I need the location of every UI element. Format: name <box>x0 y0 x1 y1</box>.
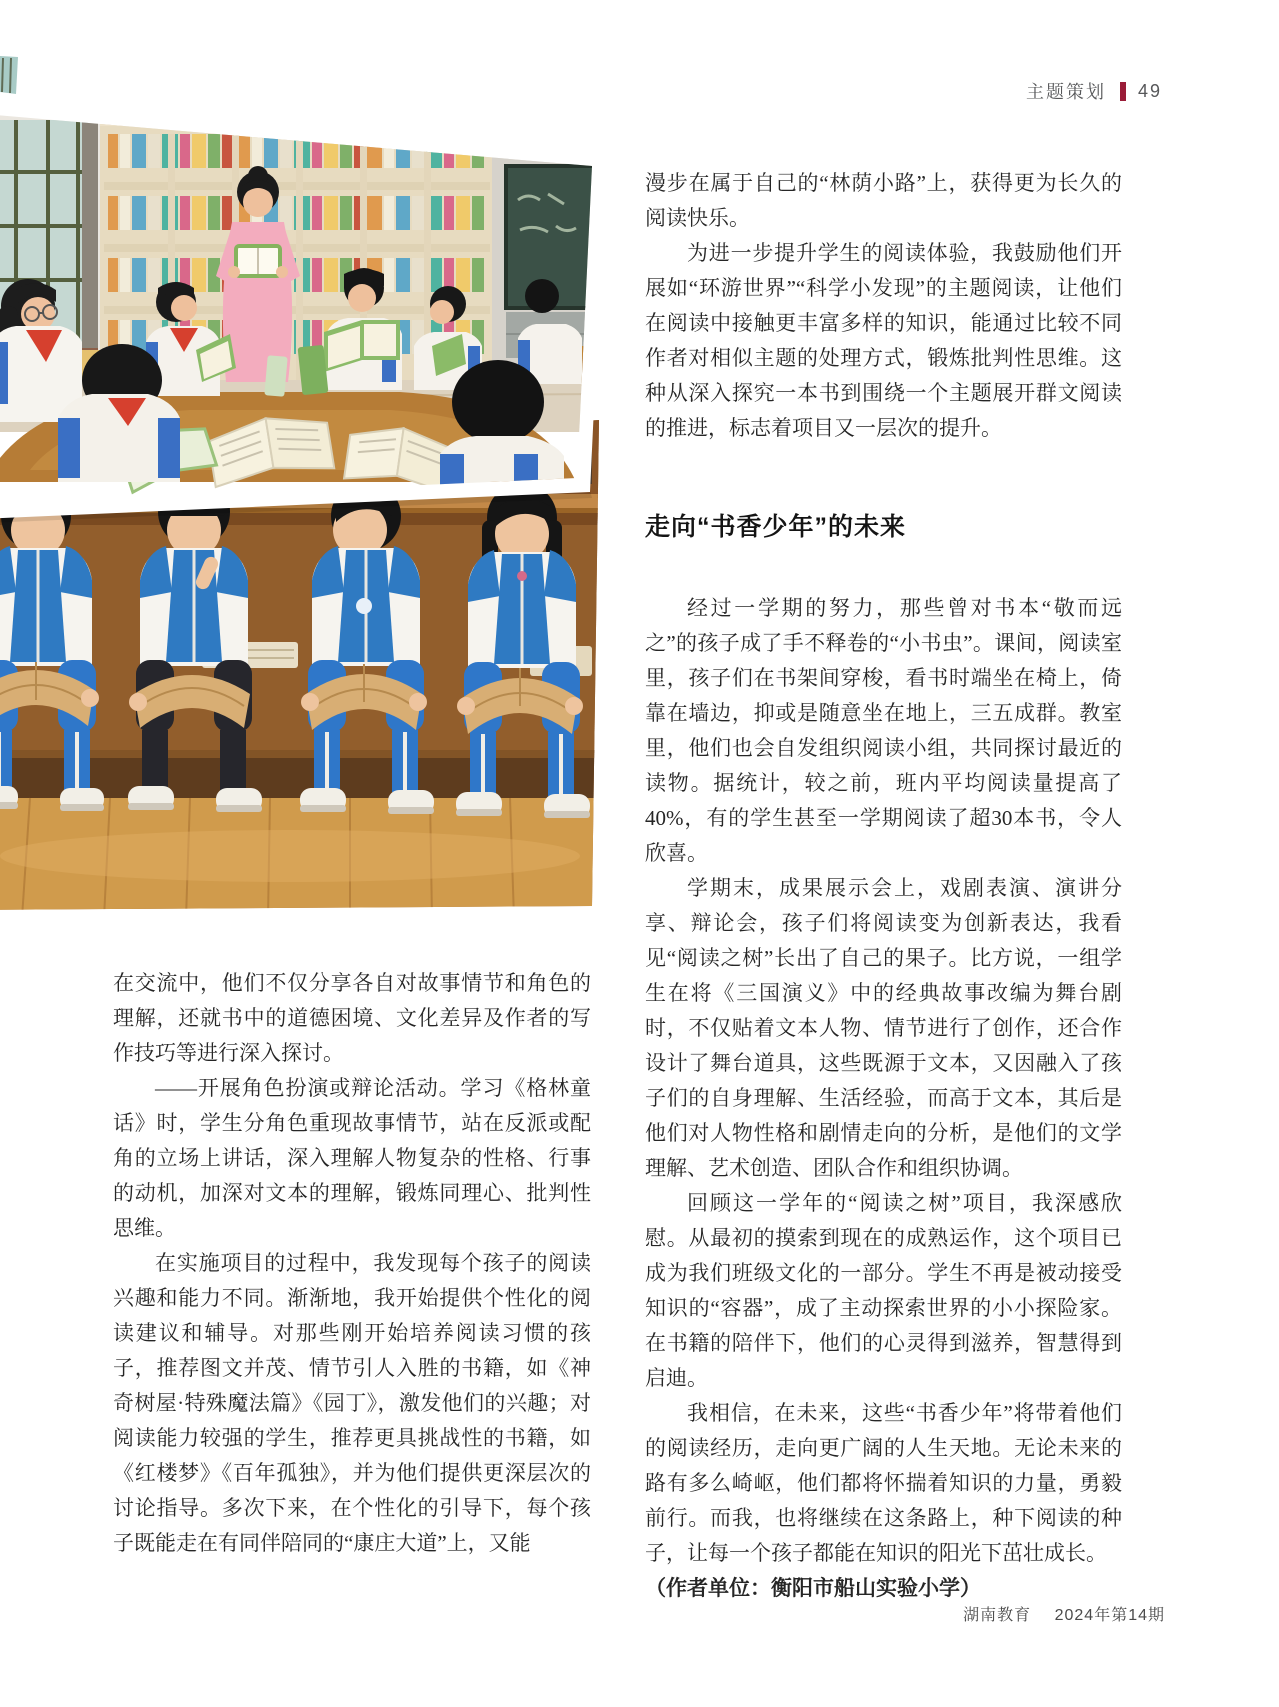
paragraph: 漫步在属于自己的“林荫小路”上，获得更为长久的阅读快乐。 <box>645 171 1122 230</box>
paragraph: 在交流中，他们不仅分享各自对故事情节和角色的理解，还就书中的道德困境、文化差异及作者的写作技巧等进行深入探讨。 <box>113 971 591 1065</box>
right-text-column <box>645 166 1122 1606</box>
page-number: 49 <box>1137 80 1162 101</box>
paragraph: 我相信，在未来，这些“书香少年”将带着他们的阅读经历，走向更广阔的人生天地。无论未来的路有多么崎岖，他们都将怀揣着知识的力量，勇毅前行。而我，也将继续在这条路上，种下阅读的种子，让每一个孩子都能在知识的阳光下茁壮成长。 <box>645 1401 1122 1565</box>
paragraph: 经过一学期的努力，那些曾对书本“敬而远之”的孩子成了手不释卷的“小书虫”。课间，阅读室里，孩子们在书架间穿梭，看书时端坐在椅上，倚靠在墙边，抑或是随意坐在地上，三五成群。教室里，他们也会自发组织阅读小组，共同探讨最近的读物。据统计，较之前，班内平均阅读量提高了40%，有的学生甚至一学期阅读了超30本书，令人欣喜。 <box>645 596 1122 865</box>
section-label: 主题策划 <box>1025 82 1106 102</box>
section-heading: 走向“书香少年”的未来 <box>645 513 907 541</box>
author-affiliation: （作者单位：衡阳市船山实验小学） <box>645 1576 981 1600</box>
page-header <box>1026 78 1162 104</box>
paragraph: 学期末，成果展示会上，戏剧表演、演讲分享、辩论会，孩子们将阅读变为创新表达，我看见“阅读之树”长出了自己的果子。比方说，一组学生在将《三国演义》中的经典故事改编为舞台剧时，不仅贴着文本人物、情节进行了创作，还合作设计了舞台道具，这些既源于文本，又因融入了孩子们的自身理解、生活经验，而高于文本，其后是他们对人物性格和剧情走向的分析，是他们的文学理解、艺术创造、团队合作和组织协调。 <box>645 876 1122 1180</box>
photo-library-reading <box>0 98 606 524</box>
paragraph: 回顾这一学年的“阅读之树”项目，我深感欣慰。从最初的摸索到现在的成熟运作，这个项目已成为我们班级文化的一部分。学生不再是被动接受知识的“容器”，成了主动探索世界的小小探险家。在书籍的陪伴下，他们的心灵得到滋养，智慧得到启迪。 <box>645 1191 1122 1390</box>
issue-number: 2024年第14期 <box>1054 1607 1165 1624</box>
left-text-column <box>113 966 591 1561</box>
journal-name: 湖南教育 <box>963 1607 1032 1624</box>
collage-graphic <box>0 50 650 950</box>
paragraph: 在实施项目的过程中，我发现每个孩子的阅读兴趣和能力不同。渐渐地，我开始提供个性化的阅读建议和辅导。对那些刚开始培养阅读习惯的孩子，推荐图文并茂、情节引人入胜的书籍，如《神奇树屋·特殊魔法篇》《园丁》，激发他们的兴趣；对阅读能力较强的学生，推荐更具挑战性的书籍，如《红楼梦》《百年孤独》，并为他们提供更深层次的讨论指导。多次下来，在个性化的引导下，每个孩子既能走在有同伴陪同的“康庄大道”上，又能 <box>113 1251 591 1555</box>
page-footer <box>963 1602 1165 1625</box>
paragraph: 为进一步提升学生的阅读体验，我鼓励他们开展如“环游世界”“科学小发现”的主题阅读，让他们在阅读中接触更丰富多样的知识，能通过比较不同作者对相似主题的处理方式，锻炼批判性思维。这种从深入探究一本书到围绕一个主题展开群文阅读的推进，标志着项目又一层次的提升。 <box>645 241 1122 440</box>
paragraph: ——开展角色扮演或辩论活动。学习《格林童话》时，学生分角色重现故事情节，站在反派或配角的立场上讲话，深入理解人物复杂的性格、行事的动机，加深对文本的理解，锻炼同理心、批判性思维。 <box>113 1076 591 1240</box>
photo-collage <box>0 50 650 950</box>
header-divider-bar <box>1120 82 1126 101</box>
corner-photo-fragment <box>0 50 24 106</box>
